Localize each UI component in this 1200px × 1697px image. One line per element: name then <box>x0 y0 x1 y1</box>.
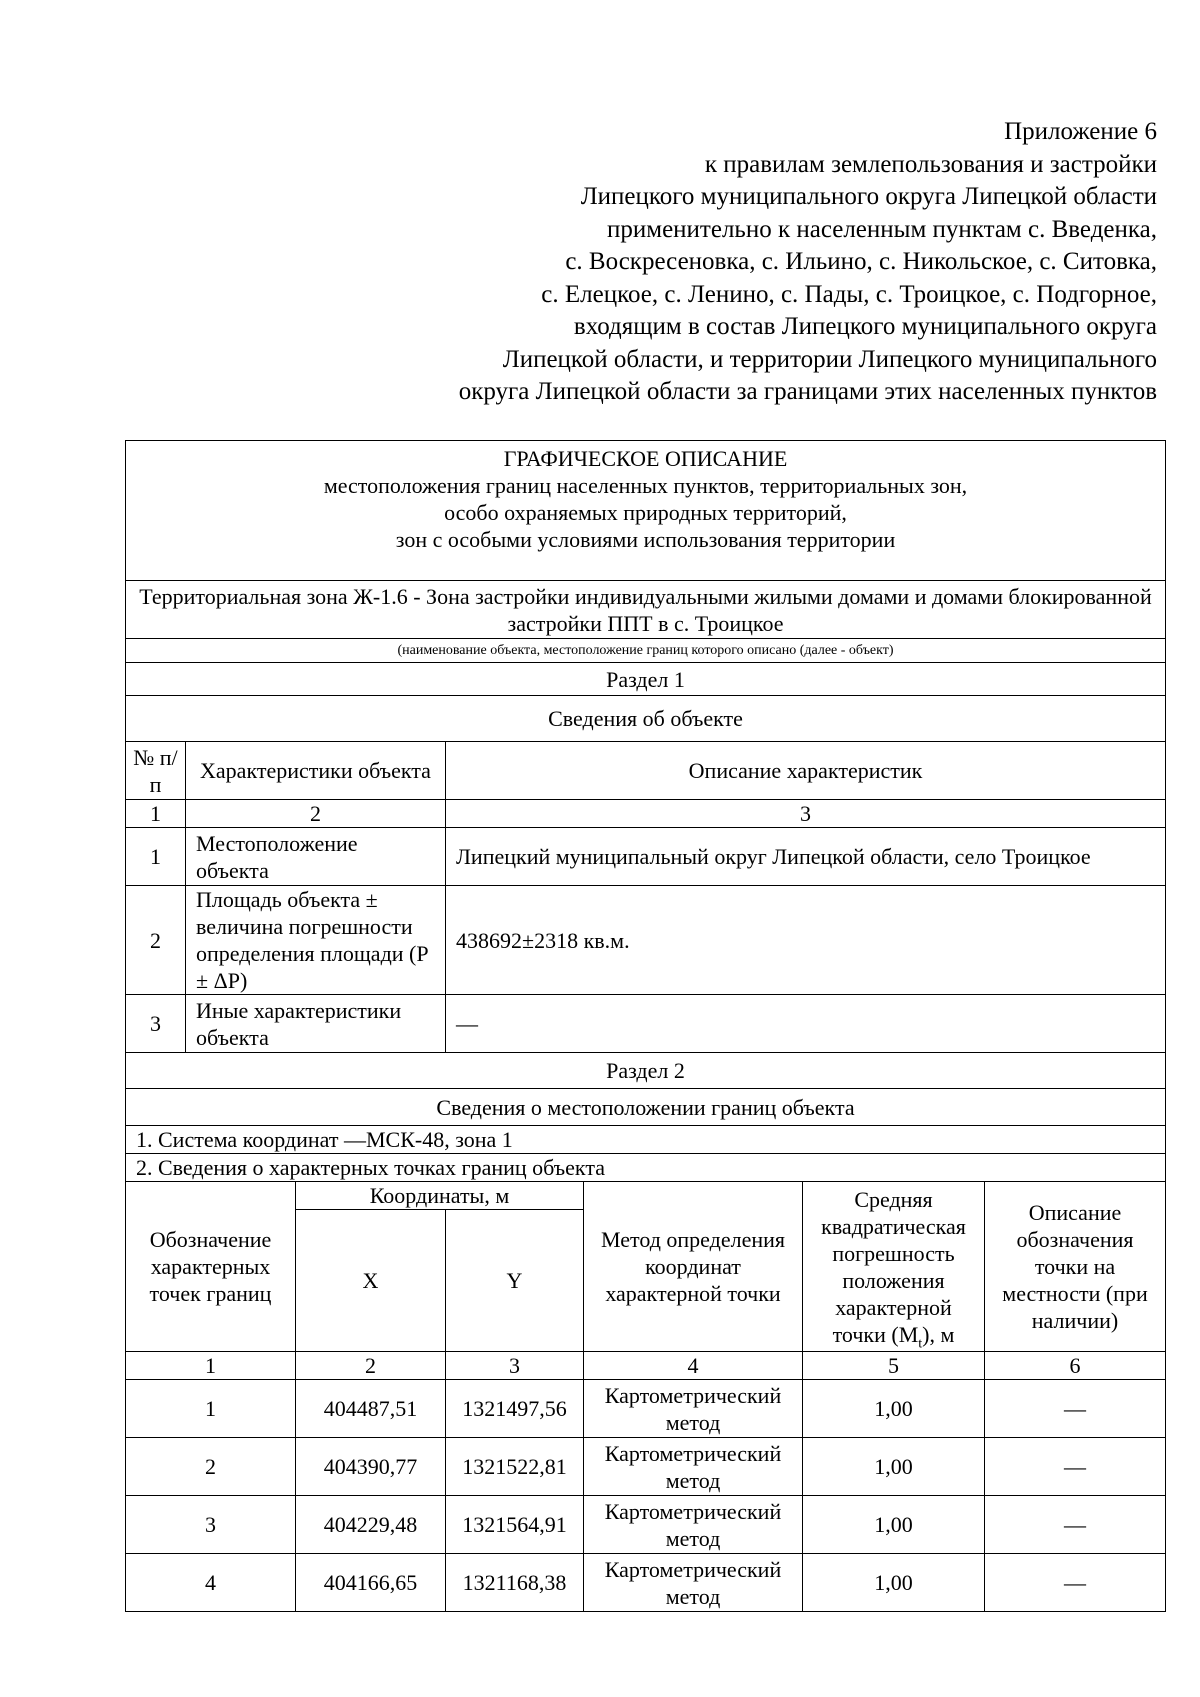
column-number: 1 <box>126 800 186 828</box>
coordinate-system: 1. Система координат —МСК-48, зона 1 <box>126 1126 1166 1154</box>
column-number: 5 <box>803 1352 985 1380</box>
column-header-method: Метод определения координат характерной точки <box>584 1182 803 1352</box>
point-y: 1321564,91 <box>446 1496 584 1554</box>
point-description: — <box>985 1438 1166 1496</box>
appendix-line: с. Воскресеновка, с. Ильино, с. Никольское, с. Ситовка, <box>565 248 1157 275</box>
point-id: 3 <box>126 1496 296 1554</box>
point-id: 1 <box>126 1380 296 1438</box>
column-header-error <box>803 1182 985 1352</box>
point-x: 404390,77 <box>296 1438 446 1496</box>
section2-title: Раздел 2 <box>126 1053 1166 1089</box>
appendix-line: к правилам землепользования и застройки <box>704 150 1157 178</box>
column-header-x: X <box>296 1210 446 1352</box>
appendix-line: входящим в состав Липецкого муниципального округа <box>573 313 1157 340</box>
column-header-coordinates: Координаты, м <box>296 1182 584 1210</box>
object-name: Территориальная зона Ж-1.6 - Зона застройки индивидуальными жилыми домами и домами блокированной застройки ППТ в с. Троицкое <box>126 581 1166 639</box>
point-y: 1321497,56 <box>446 1380 584 1438</box>
table-row <box>126 1438 1166 1496</box>
characteristic-name: Местоположение объекта <box>186 828 446 886</box>
characteristic-name: Площадь объекта ± величина погрешности определения площади (P ± ΔP) <box>186 886 446 995</box>
characteristic-name: Иные характеристики объекта <box>186 995 446 1053</box>
column-header-designation: Обозначение характерных точек границ <box>126 1182 296 1352</box>
appendix-line: с. Елецкое, с. Ленино, с. Пады, с. Троицкое, с. Подгорное, <box>541 280 1157 308</box>
column-number: 3 <box>446 1352 584 1380</box>
document-subtitle-line: зон с особыми условиями использования территории <box>395 527 896 552</box>
row-number: 3 <box>126 995 186 1053</box>
section1-heading: Сведения об объекте <box>126 696 1166 742</box>
appendix-line: округа Липецкой области за границами этих населенных пунктов <box>458 378 1157 405</box>
appendix-line: Липецкого муниципального округа Липецкой области <box>580 183 1157 210</box>
column-number: 2 <box>296 1352 446 1380</box>
column-header-number: № п/п <box>126 742 186 800</box>
row-number: 2 <box>126 886 186 995</box>
point-method: Картометрический метод <box>584 1554 803 1612</box>
points-heading: 2. Сведения о характерных точках границ объекта <box>126 1154 1166 1182</box>
point-error: 1,00 <box>803 1496 985 1554</box>
appendix-line: применительно к населенным пунктам с. Введенка, <box>607 215 1157 243</box>
point-id: 4 <box>126 1554 296 1612</box>
point-description: — <box>985 1380 1166 1438</box>
appendix-header <box>300 116 1157 409</box>
point-description: — <box>985 1496 1166 1554</box>
title-block <box>126 441 1166 581</box>
table-row <box>126 1380 1166 1438</box>
appendix-line: Приложение 6 <box>1004 118 1157 145</box>
point-y: 1321522,81 <box>446 1438 584 1496</box>
row-number: 1 <box>126 828 186 886</box>
column-number: 3 <box>446 800 1166 828</box>
column-header-description: Описание характеристик <box>446 742 1166 800</box>
point-error: 1,00 <box>803 1380 985 1438</box>
document-title: ГРАФИЧЕСКОЕ ОПИСАНИЕ <box>503 446 788 471</box>
point-y: 1321168,38 <box>446 1554 584 1612</box>
point-id: 2 <box>126 1438 296 1496</box>
point-method: Картометрический метод <box>584 1380 803 1438</box>
characteristic-value: Липецкий муниципальный округ Липецкой области, село Троицкое <box>446 828 1166 886</box>
error-header-text: Средняя квадратическая погрешность положения характерной точки (M <box>821 1186 966 1347</box>
document-subtitle-line: местоположения границ населенных пунктов, территориальных зон, <box>323 473 968 498</box>
column-header-characteristics: Характеристики объекта <box>186 742 446 800</box>
section2-heading: Сведения о местоположении границ объекта <box>126 1089 1166 1126</box>
point-x: 404487,51 <box>296 1380 446 1438</box>
point-x: 404229,48 <box>296 1496 446 1554</box>
document-subtitle-line: особо охраняемых природных территорий, <box>444 500 847 525</box>
error-header-suffix: ), м <box>922 1321 955 1347</box>
point-method: Картометрический метод <box>584 1438 803 1496</box>
column-header-point-description: Описание обозначения точки на местности (при наличии) <box>985 1182 1166 1352</box>
object-caption: (наименование объекта, местоположение границ которого описано (далее - объект) <box>126 639 1166 663</box>
section1-title: Раздел 1 <box>126 663 1166 696</box>
point-method: Картометрический метод <box>584 1496 803 1554</box>
appendix-line: Липецкой области, и территории Липецкого муниципального <box>502 345 1157 373</box>
column-number: 2 <box>186 800 446 828</box>
point-error: 1,00 <box>803 1554 985 1612</box>
column-number: 6 <box>985 1352 1166 1380</box>
graphic-description-table <box>125 440 1166 1612</box>
error-header-subscript: t <box>918 1335 923 1351</box>
column-number: 4 <box>584 1352 803 1380</box>
column-header-y: Y <box>446 1210 584 1352</box>
column-number: 1 <box>126 1352 296 1380</box>
point-description: — <box>985 1554 1166 1612</box>
characteristic-value: 438692±2318 кв.м. <box>446 886 1166 995</box>
characteristic-value: — <box>446 995 1166 1053</box>
table-row <box>126 1496 1166 1554</box>
point-x: 404166,65 <box>296 1554 446 1612</box>
point-error: 1,00 <box>803 1438 985 1496</box>
table-row <box>126 1554 1166 1612</box>
